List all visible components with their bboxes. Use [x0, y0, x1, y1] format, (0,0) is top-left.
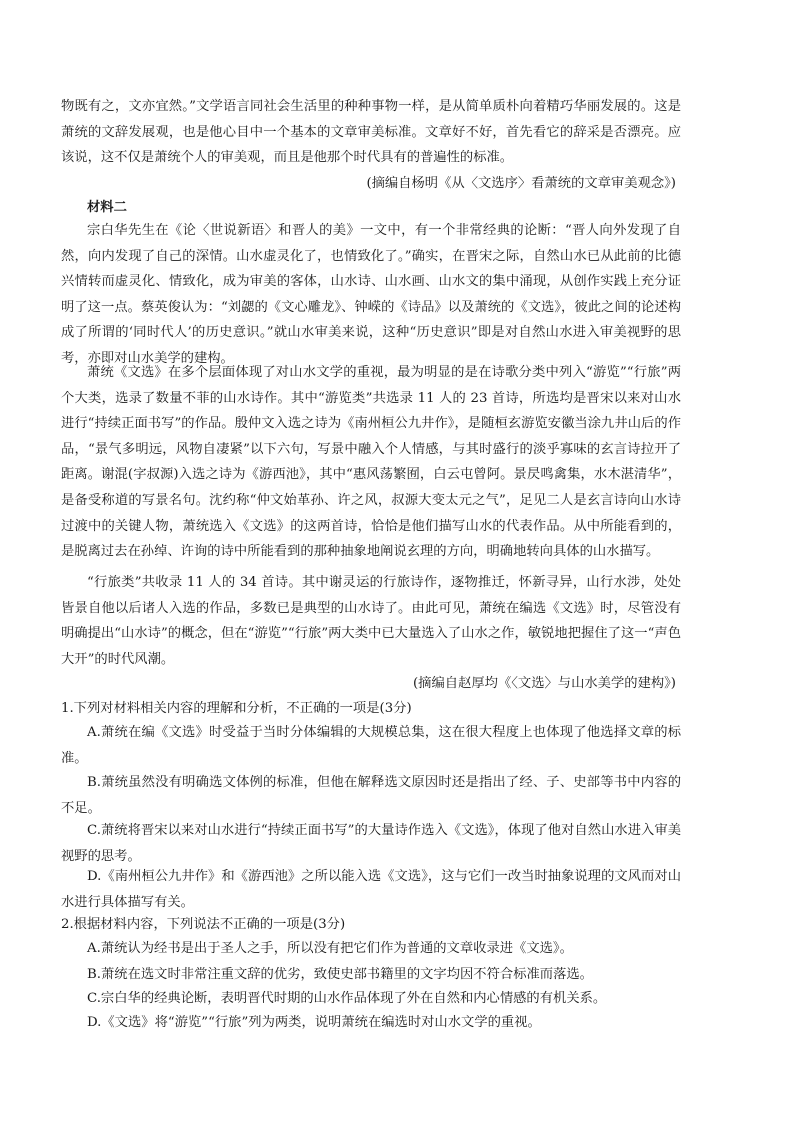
question-2-option-b: B.萧统在选文时非常注重文辞的优劣，致使史部书籍里的文字均因不符合标准而落选。 [87, 967, 593, 982]
material2-heading: 材料二 [87, 200, 127, 215]
material1-source: (摘编自杨明《从〈文选序〉看萧统的文章审美观念》) [366, 176, 676, 191]
question-1-option-d: D.《南州桓公九井作》和《游西池》之所以能入选《文选》，这与它们一改当时抽象说理的文风而对山水进行具体描写有关。 [61, 869, 681, 910]
material2-paragraph-2: 萧统《文选》在多个层面体现了对山水文学的重视，最为明显的是在诗歌分类中列入“游览”“行旅”两个大类，选录了数量不菲的山水诗作。其中“游览类”共选录 11 人的 23 首诗，所选均是晋宋以来对山水进行“持续正面书写”的作品。殷仲文入选之诗为《南州桓公九井作》，是随桓玄游览安徽当涂九井山后的作品，“景气多明远，风物自凄紧”以下六句，写景中融入个人情感，与其时盛行的淡乎寡味的玄言诗拉开了距离。谢混(字叔源)入选之诗为《游西池》，其中“惠风荡繁囿，白云屯曾阿。景昃鸣禽集，水木湛清华”，是备受称道的写景名句。沈约称“仲文始革孙、许之风，叔源大变太元之气”，足见二人是玄言诗向山水诗过渡中的关键人物，萧统选入《文选》的这两首诗，恰恰是他们描写山水的代表作品。从中所能看到的，是脱离过去在孙绰、许询的诗中所能看到的那种抽象地阐说玄理的方向，明确地转向具体的山水描写。 [61, 365, 681, 560]
question-2-option-a: A.萧统认为经书是出于圣人之手，所以没有把它们作为普通的文章收录进《文选》。 [87, 941, 573, 956]
question-2-option-d: D.《文选》将“游览”“行旅”列为两类，说明萧统在编选时对山水文学的重视。 [87, 1015, 541, 1030]
question-2-option-c: C.宗白华的经典论断，表明晋代时期的山水作品体现了外在自然和内心情感的有机关系。 [87, 991, 607, 1006]
question-1-stem: 1.下列对材料相关内容的理解和分析，不正确的一项是(3分) [61, 701, 412, 716]
material1-paragraph: 物既有之，文亦宜然。”文学语言同社会生活里的种种事物一样，是从简单质朴向着精巧华丽发展的。这是萧统的文辞发展观，也是他心目中一个基本的文章审美标准。文章好不好，首先看它的辞采是否漂亮。应该说，这不仅是萧统个人的审美观，而且是他那个时代具有的普遍性的标准。 [61, 99, 681, 166]
material2-paragraph-3: “行旅类”共收录 11 人的 34 首诗。其中谢灵运的行旅诗作，逐物推迁，怀新寻异，山行水涉，处处皆景自他以后诸人入选的作品，多数已是典型的山水诗了。由此可见，萧统在编选《文选》时，尽管没有明确提出“山水诗”的概念，但在“游览”“行旅”两大类中已大量选入了山水之作，敏锐地把握住了这一“声色大开”的时代风潮。 [61, 575, 681, 667]
question-1-option-a: A.萧统在编《文选》时受益于当时分体编辑的大规模总集，这在很大程度上也体现了他选择文章的标准。 [61, 725, 681, 766]
question-1-option-c: C.萧统将晋宋以来对山水进行“持续正面书写”的大量诗作选入《文选》，体现了他对自然山水进入审美视野的思考。 [61, 823, 681, 864]
question-2-stem: 2.根据材料内容，下列说法不正确的一项是(3分) [61, 917, 346, 932]
material2-source: (摘编自赵厚均《〈文选〉与山水美学的建构》) [412, 676, 676, 691]
question-1-option-b: B.萧统虽然没有明确选文体例的标准，但他在解释选文原因时还是指出了经、子、史部等书中内容的不足。 [61, 775, 681, 816]
material2-paragraph-1: 宗白华先生在《论〈世说新语〉和晋人的美》一文中，有一个非常经典的论断：“晋人向外发现了自然，向内发现了自己的深情。山水虚灵化了，也情致化了。”确实，在晋宋之际，自然山水已从此前的比德兴情转而虚灵化、情致化，成为审美的客体，山水诗、山水画、山水文的集中涌现，从创作实践上充分证明了这一点。蔡英俊认为：“刘勰的《文心雕龙》、钟嵘的《诗品》以及萧统的《文选》，彼此之间的论述构成了所谓的‘同时代人’的历史意识。”就山水审美来说，这种“历史意识”即是对自然山水进入审美视野的思考，亦即对山水美学的建构。 [61, 223, 681, 366]
